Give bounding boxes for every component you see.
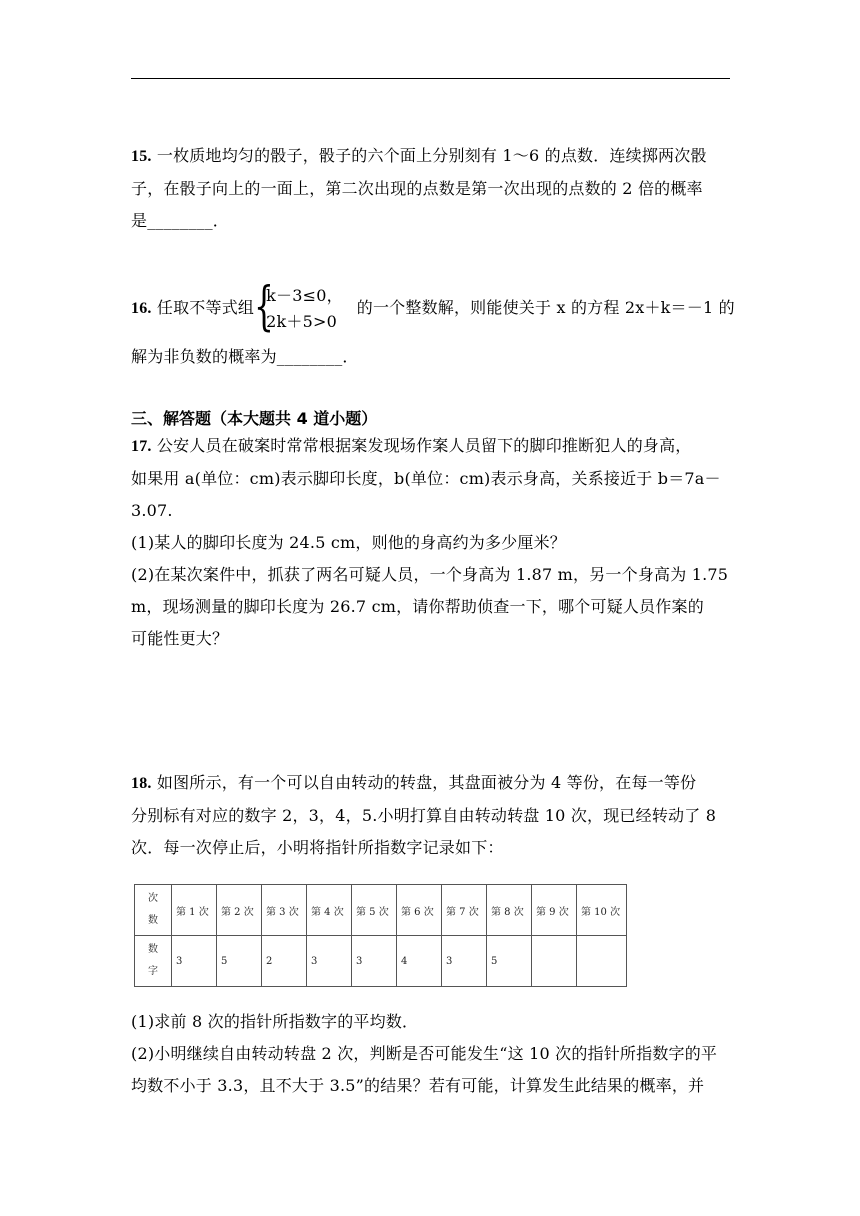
question-text: 一枚质地均匀的骰子，骰子的六个面上分别刻有 1～6 的点数．连续掷两次骰 (156, 146, 707, 165)
section-heading: 三、解答题（本大题共 4 道小题） (131, 409, 378, 428)
sub-question-2: (2)在某次案件中，抓获了两名可疑人员，一个身高为 1.87 m，另一个身高为 1.75 (131, 565, 729, 584)
question-text: 的一个整数解，则能使关于 x 的方程 2x＋k＝－1 的 (356, 298, 735, 317)
row-label-text: 次数 (148, 893, 158, 926)
question-number: 16. (131, 300, 152, 317)
question-number: 18. (131, 775, 152, 792)
question-text: 子，在骰子向上的一面上，第二次出现的点数是第一次出现的点数的 2 倍的概率 (131, 179, 703, 198)
brace-symbol: { (254, 276, 275, 337)
table-header-cell: 第 10 次 (577, 885, 627, 936)
row-label-text: 数字 (148, 944, 158, 977)
question-15 (131, 140, 731, 237)
table-value-cell: 3 (352, 936, 397, 987)
table-header-cell: 第 9 次 (532, 885, 577, 936)
inequality-2: 2k＋5>0 (266, 311, 337, 331)
question-text: 公安人员在破案时常常根据案发现场作案人员留下的脚印推断犯人的身高， (156, 436, 692, 455)
sub-question-2-cont: 可能性更大？ (131, 629, 229, 648)
table-value-cell: 3 (442, 936, 487, 987)
table-value-cell: 3 (172, 936, 217, 987)
inequality-system (254, 276, 343, 337)
table-value-cell: 5 (487, 936, 532, 987)
table-header-cell: 第 2 次 (217, 885, 262, 936)
question-16 (131, 276, 735, 373)
sub-question-1: (1)求前 8 次的指针所指数字的平均数． (131, 1012, 419, 1031)
table-header-cell: 第 8 次 (487, 885, 532, 936)
question-18-subparts (131, 1006, 731, 1102)
question-text: 分别标有对应的数字 2，3，4，5.小明打算自由转动转盘 10 次，现已经转动了 8 (131, 806, 717, 825)
table-header-cell: 第 6 次 (397, 885, 442, 936)
question-text: 3.07. (131, 501, 173, 520)
table-value-cell (532, 936, 577, 987)
question-text: 解为非负数的概率为________． (131, 347, 359, 366)
question-text: 如图所示，有一个可以自由转动的转盘，其盘面被分为 4 等份，在每一等份 (156, 773, 697, 792)
table-value-cell: 2 (262, 936, 307, 987)
question-text: 任取不等式组 (156, 298, 255, 317)
question-17 (131, 430, 731, 655)
question-18 (131, 767, 731, 864)
table-header-cell: 第 4 次 (307, 885, 352, 936)
table-header-cell: 第 1 次 (172, 885, 217, 936)
question-text: 如果用 a(单位：cm)表示脚印长度，b(单位：cm)表示身高，关系接近于 b＝7a－ (131, 469, 721, 488)
question-number: 15. (131, 148, 152, 165)
sub-question-2-cont: 均数不小于 3.3，且不大于 3.5”的结果？若有可能，计算发生此结果的概率，并 (131, 1076, 705, 1095)
table-header-cell: 第 3 次 (262, 885, 307, 936)
sub-question-1: (1)某人的脚印长度为 24.5 cm，则他的身高约为多少厘米？ (131, 533, 566, 552)
row-label-times (135, 885, 172, 936)
table-value-cell: 5 (217, 936, 262, 987)
question-number: 17. (131, 438, 152, 455)
table-value-cell (577, 936, 627, 987)
row-label-number (135, 936, 172, 987)
question-text: 次．每一次停止后，小明将指针所指数字记录如下： (131, 838, 504, 857)
question-text: 是________． (131, 211, 230, 230)
sub-question-2-cont: m，现场测量的脚印长度为 26.7 cm，请你帮助侦查一下，哪个可疑人员作案的 (131, 597, 704, 616)
inequality-1: k－3≤0， (266, 285, 343, 305)
table-value-cell: 3 (307, 936, 352, 987)
spin-record-table (134, 884, 627, 987)
table-row (135, 936, 627, 987)
table-header-cell: 第 5 次 (352, 885, 397, 936)
table-row (135, 885, 627, 936)
table-header-cell: 第 7 次 (442, 885, 487, 936)
header-rule (131, 78, 730, 79)
table-value-cell: 4 (397, 936, 442, 987)
sub-question-2: (2)小明继续自由转动转盘 2 次，判断是否可能发生“这 10 次的指针所指数字的平 (131, 1044, 718, 1063)
